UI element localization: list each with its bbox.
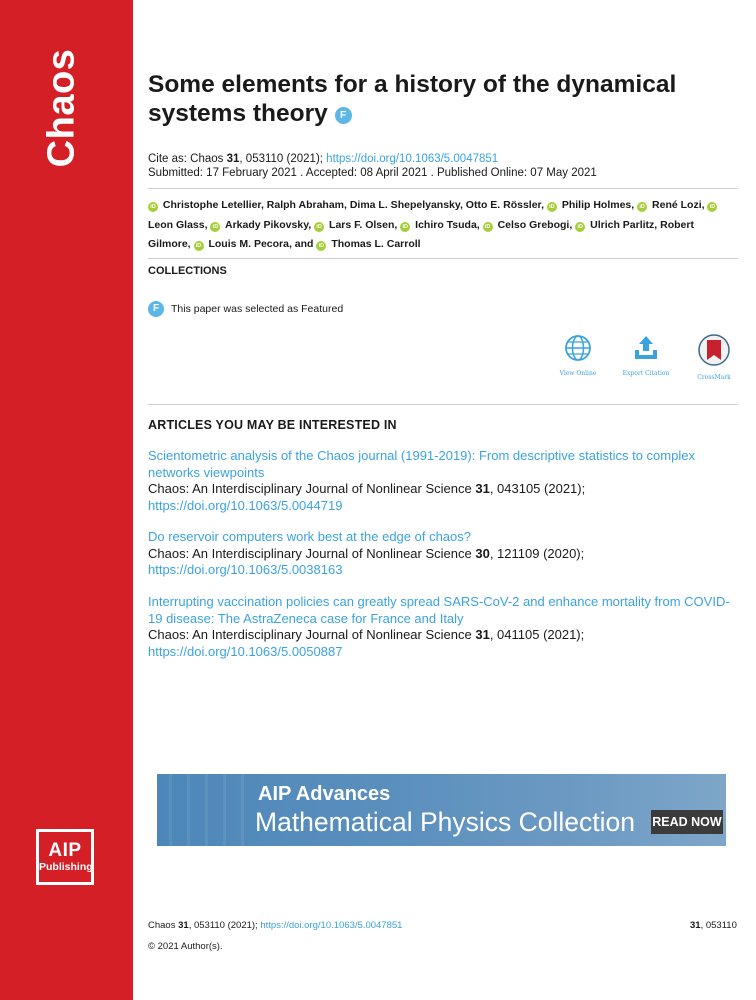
advertisement-banner[interactable] xyxy=(157,774,726,846)
export-icon xyxy=(632,334,660,362)
related-article xyxy=(148,448,738,514)
related-article-citation: Chaos: An Interdisciplinary Journal of Nonlinear Science 30, 121109 (2020); https://doi.org/10.1063/5.0038163 xyxy=(148,545,585,577)
article-title-text: Some elements for a history of the dynamical systems theory xyxy=(148,71,677,127)
author-item: iD Thomas L. Carroll xyxy=(316,238,420,250)
banner-title: AIP Advances xyxy=(258,783,391,805)
related-article xyxy=(148,594,738,660)
article-actions xyxy=(548,334,744,390)
orcid-icon[interactable]: iD xyxy=(483,222,493,232)
crossmark-button[interactable] xyxy=(684,334,744,381)
orcid-icon[interactable]: iD xyxy=(210,222,220,232)
related-doi-link[interactable]: https://doi.org/10.1063/5.0050887 xyxy=(148,643,343,659)
crossmark-icon xyxy=(698,334,730,366)
view-online-button[interactable] xyxy=(548,334,608,377)
crossmark-label: CrossMark xyxy=(697,374,731,381)
orcid-icon[interactable]: iD xyxy=(316,241,326,251)
featured-text: This paper was selected as Featured xyxy=(171,302,344,315)
author-item: iD Ulrich Parlitz, Robert Gilmore, xyxy=(148,218,694,251)
journal-sidebar xyxy=(0,0,133,1000)
dates-line: Submitted: 17 February 2021 . Accepted: 08 April 2021 . Published Online: 07 May 2021 xyxy=(148,167,597,179)
article-title xyxy=(148,70,748,128)
orcid-icon[interactable]: iD xyxy=(148,202,158,212)
cite-prefix: Cite as: Chaos xyxy=(148,153,227,165)
author-item: iD Christophe Letellier, xyxy=(148,199,264,211)
orcid-icon[interactable]: iD xyxy=(575,222,585,232)
export-citation-button[interactable] xyxy=(616,334,676,377)
view-online-label: View Online xyxy=(559,370,597,377)
author-item: Otto E. Rössler, xyxy=(465,199,544,211)
author-item: iD Leon Glass, xyxy=(148,199,719,231)
footer-citation: Chaos 31, 053110 (2021); https://doi.org/10.1063/5.0047851 xyxy=(148,920,403,931)
cite-volume: 31 xyxy=(226,153,240,165)
featured-collection[interactable] xyxy=(148,301,343,317)
related-article-citation: Chaos: An Interdisciplinary Journal of Nonlinear Science 31, 043105 (2021); https://doi.org/10.1063/5.0044719 xyxy=(148,481,586,513)
author-item: iD Ichiro Tsuda, xyxy=(400,219,480,231)
divider xyxy=(148,188,738,189)
logo-line1: AIP xyxy=(48,840,82,861)
related-article-title[interactable]: Scientometric analysis of the Chaos journal (1991-2019): From descriptive statistics to complex networks viewpoints xyxy=(148,448,695,480)
author-item: Ralph Abraham, xyxy=(266,199,347,211)
copyright: © 2021 Author(s). xyxy=(148,941,223,952)
featured-icon[interactable]: F xyxy=(335,107,352,124)
orcid-icon[interactable]: iD xyxy=(194,241,204,251)
aip-publishing-logo[interactable] xyxy=(36,829,94,885)
featured-icon: F xyxy=(148,301,164,317)
related-article xyxy=(148,529,738,579)
logo-line2: Publishing xyxy=(39,861,93,873)
author-item: iD Lars F. Olsen, xyxy=(314,219,397,231)
cite-rest: , 053110 (2021); xyxy=(239,153,327,165)
author-item: iD Philip Holmes, xyxy=(547,199,634,211)
orcid-icon[interactable]: iD xyxy=(314,222,324,232)
author-item: iD Louis M. Pecora, and xyxy=(194,238,314,250)
author-list xyxy=(148,196,728,255)
read-now-button[interactable]: READ NOW xyxy=(651,810,723,834)
citation-meta xyxy=(148,152,597,180)
author-item: Dima L. Shepelyansky, xyxy=(349,199,463,211)
orcid-icon[interactable]: iD xyxy=(637,202,647,212)
export-citation-label: Export Citation xyxy=(622,370,670,377)
related-article-title[interactable]: Do reservoir computers work best at the edge of chaos? xyxy=(148,529,471,544)
orcid-icon[interactable]: iD xyxy=(400,222,410,232)
globe-icon xyxy=(564,334,592,362)
footer-doi-link[interactable]: https://doi.org/10.1063/5.0047851 xyxy=(260,920,403,931)
related-doi-link[interactable]: https://doi.org/10.1063/5.0038163 xyxy=(148,562,343,577)
author-item: iD René Lozi, xyxy=(637,199,704,211)
journal-name: Chaos xyxy=(40,48,83,168)
author-item: iD Arkady Pikovsky, xyxy=(210,219,311,231)
divider xyxy=(148,258,738,259)
orcid-icon[interactable]: iD xyxy=(547,202,557,212)
related-article-title[interactable]: Interrupting vaccination policies can greatly spread SARS-CoV-2 and enhance mortality from COVID-19 disease: The AstraZeneca case for France and Italy xyxy=(148,594,730,626)
collections-heading: COLLECTIONS xyxy=(148,265,227,277)
doi-link[interactable]: https://doi.org/10.1063/5.0047851 xyxy=(326,153,499,165)
banner-subtitle: Mathematical Physics Collection xyxy=(255,807,635,837)
author-item: iD Celso Grebogi, xyxy=(483,219,573,231)
related-doi-link[interactable]: https://doi.org/10.1063/5.0044719 xyxy=(148,497,343,513)
orcid-icon[interactable]: iD xyxy=(707,202,717,212)
related-heading: ARTICLES YOU MAY BE INTERESTED IN xyxy=(148,418,397,432)
divider xyxy=(148,404,738,405)
footer-page-ref: 31, 053110 xyxy=(690,920,737,931)
related-article-citation: Chaos: An Interdisciplinary Journal of Nonlinear Science 31, 041105 (2021); https://doi.org/10.1063/5.0050887 xyxy=(148,627,585,659)
